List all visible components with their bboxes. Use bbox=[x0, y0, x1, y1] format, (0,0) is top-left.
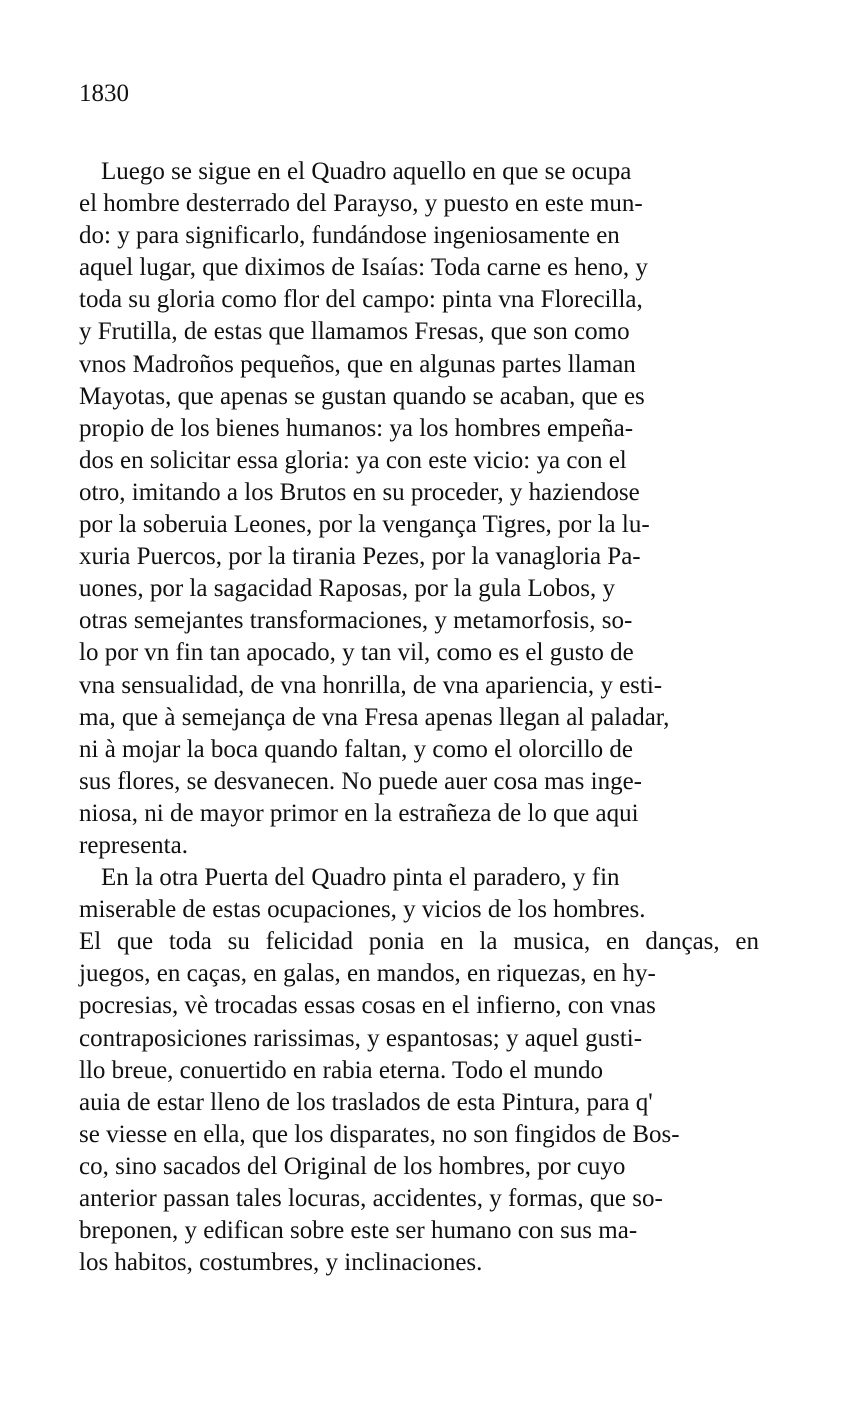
text-line: co, sino sacados del Original de los hombres, por cuyo bbox=[79, 1152, 626, 1180]
text-line: auia de estar lleno de los traslados de esta Pintura, para q' bbox=[79, 1088, 653, 1116]
text-line: dos en solicitar essa gloria: ya con este vicio: ya con el bbox=[79, 446, 627, 474]
text-line: pocresias, vè trocadas essas cosas en el infierno, con vnas bbox=[79, 992, 656, 1020]
text-line: toda su gloria como flor del campo: pinta vna Florecilla, bbox=[79, 286, 643, 314]
text-line: ma, que à semejança de vna Fresa apenas llegan al paladar, bbox=[79, 703, 670, 731]
text-line: aquel lugar, que diximos de Isaías: Toda carne es heno, y bbox=[79, 254, 648, 282]
text-line: llo breue, conuertido en rabia eterna. Todo el mundo bbox=[79, 1056, 603, 1084]
text-line: vnos Madroños pequeños, que en algunas partes llaman bbox=[79, 350, 636, 378]
text-line: representa. bbox=[79, 831, 188, 859]
text-line: niosa, ni de mayor primor en la estrañeza de lo que aqui bbox=[79, 799, 639, 827]
text-line: vna sensualidad, de vna honrilla, de vna apariencia, y esti- bbox=[79, 671, 663, 699]
body-text bbox=[79, 156, 759, 1279]
text-line: lo por vn fin tan apocado, y tan vil, como es el gusto de bbox=[79, 639, 634, 667]
text-line: ni à mojar la boca quando faltan, y como el olorcillo de bbox=[79, 735, 633, 763]
text-line: miserable de estas ocupaciones, y vicios de los hombres. bbox=[79, 896, 646, 924]
text-line: do: y para significarlo, fundándose ingeniosamente en bbox=[79, 222, 620, 250]
page-number: 1830 bbox=[79, 80, 129, 107]
text-line: xuria Puercos, por la tirania Pezes, por la vanagloria Pa- bbox=[79, 543, 641, 571]
text-line: otras semejantes transformaciones, y metamorfosis, so- bbox=[79, 607, 633, 635]
text-line: anterior passan tales locuras, accidentes, y formas, que so- bbox=[79, 1185, 663, 1212]
text-line: El que toda su felicidad ponia en la musica, en danças, en bbox=[79, 928, 759, 956]
text-line: otro, imitando a los Brutos en su proceder, y haziendose bbox=[79, 478, 640, 506]
text-line: breponen, y edifican sobre este ser humano con sus ma- bbox=[79, 1217, 638, 1245]
text-line: sus flores, se desvanecen. No puede auer cosa mas inge- bbox=[79, 767, 642, 795]
text-line: por la soberuia Leones, por la vengança Tigres, por la lu- bbox=[79, 511, 650, 539]
text-line: propio de los bienes humanos: ya los hombres empeña- bbox=[79, 414, 634, 442]
text-line: y Frutilla, de estas que llamamos Fresas, que son como bbox=[79, 318, 630, 346]
text-line: uones, por la sagacidad Raposas, por la gula Lobos, y bbox=[79, 575, 615, 603]
text-line: se viesse en ella, que los disparates, no son fingidos de Bos- bbox=[79, 1120, 680, 1148]
text-line: juegos, en caças, en galas, en mandos, en riquezas, en hy- bbox=[79, 960, 656, 988]
text-line: los habitos, costumbres, y inclinaciones. bbox=[79, 1249, 483, 1277]
text-line: el hombre desterrado del Parayso, y puesto en este mun- bbox=[79, 190, 643, 218]
text-line: contraposiciones rarissimas, y espantosas; y aquel gusti- bbox=[79, 1024, 643, 1052]
text-line: Luego se sigue en el Quadro aquello en que se ocupa bbox=[101, 158, 632, 185]
text-line: Mayotas, que apenas se gustan quando se acaban, que es bbox=[79, 382, 645, 410]
text-line: En la otra Puerta del Quadro pinta el paradero, y fin bbox=[101, 864, 620, 892]
